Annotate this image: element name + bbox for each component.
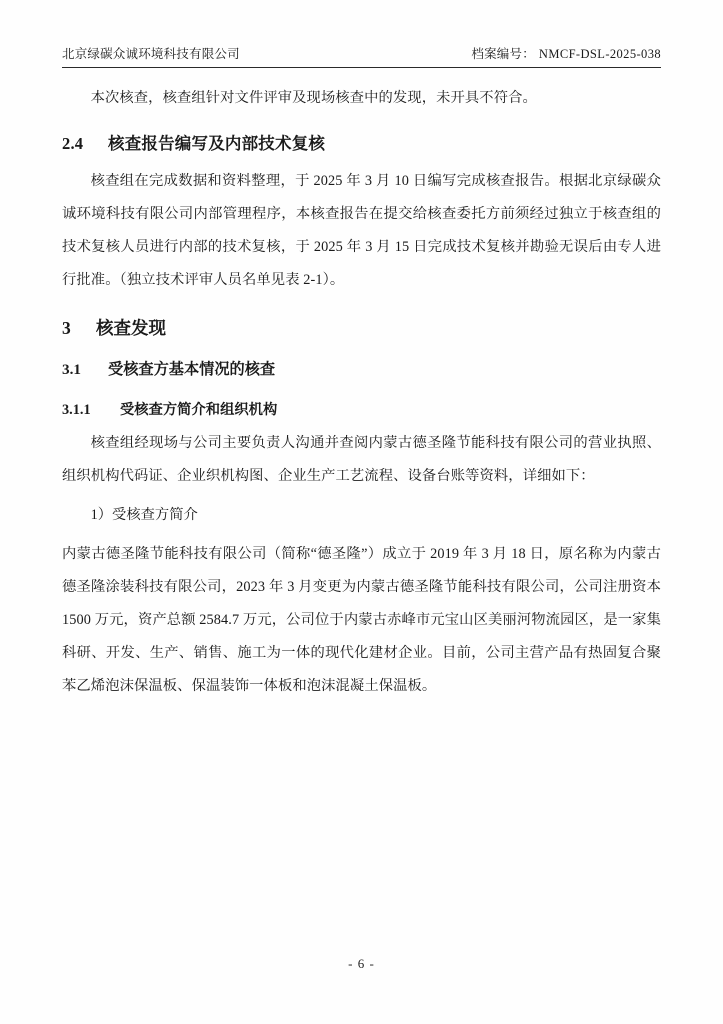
heading-2-4 [62, 129, 661, 159]
header-archive-label: 档案编号： [471, 47, 535, 61]
page-header [62, 44, 661, 68]
header-archive-code: NMCF-DSL-2025-038 [538, 47, 661, 61]
header-company-name: 北京绿碳众诚环境科技有限公司 [62, 47, 240, 61]
heading-2-4-number: 2.4 [62, 134, 84, 153]
heading-3-1-1-number: 3.1.1 [62, 402, 91, 418]
paragraph-2-4: 核查组在完成数据和资料整理，于 2025 年 3 月 10 日编写完成核查报告。根据北京绿碳众诚环境科技有限公司内部管理程序，本核查报告在提交给核查委托方前须经过独立于核查组的技术复核人员进行内部的技术复核，于 2025 年 3 月 15 日完成技术复核并勘验无误后由专人进行批准。（独立技术评审人员名单见表 2-1）。 [62, 173, 661, 288]
paragraph-3-1-1: 核查组经现场与公司主要负责人沟通并查阅内蒙古德圣隆节能科技有限公司的营业执照、组织机构代码证、企业织机构图、企业生产工艺流程、设备台账等资料，详细如下： [62, 435, 661, 484]
heading-3 [62, 313, 661, 343]
heading-3-1-1 [62, 395, 661, 425]
heading-3-1-number: 3.1 [62, 361, 81, 378]
heading-3-number: 3 [62, 318, 71, 338]
paragraph-company-profile: 内蒙古德圣隆节能科技有限公司（简称“德圣隆”）成立于 2019 年 3 月 18 日，原名称为内蒙古德圣隆涂装科技有限公司，2023 年 3 月变更为内蒙古德圣隆节能科技有限公司，公司注册资本 1500 万元，资产总额 2584.7 万元，公司位于内蒙古赤峰市元宝山区美丽河物流园区，是一家集科研、开发、生产、销售、施工为一体的现代化建材企业。目前，公司主营产品有热固复合聚苯乙烯泡沫保温板、保温装饰一体板和泡沫混凝土保温板。 [62, 546, 661, 694]
heading-2-4-text: 核查报告编写及内部技术复核 [108, 134, 326, 153]
heading-3-text: 核查发现 [96, 318, 166, 338]
document-body [62, 68, 661, 703]
heading-3-1-1-text: 受核查方简介和组织机构 [120, 402, 278, 418]
list-item: 1）受核查方简介 [90, 507, 198, 523]
header-archive [471, 44, 661, 62]
heading-3-1-text: 受核查方基本情况的核查 [108, 361, 276, 378]
paragraph-intro: 本次核查，核查组针对文件评审及现场核查中的发现，未开具不符合。 [90, 90, 537, 106]
page-number: - 6 - [348, 956, 375, 971]
heading-3-1 [62, 355, 661, 385]
